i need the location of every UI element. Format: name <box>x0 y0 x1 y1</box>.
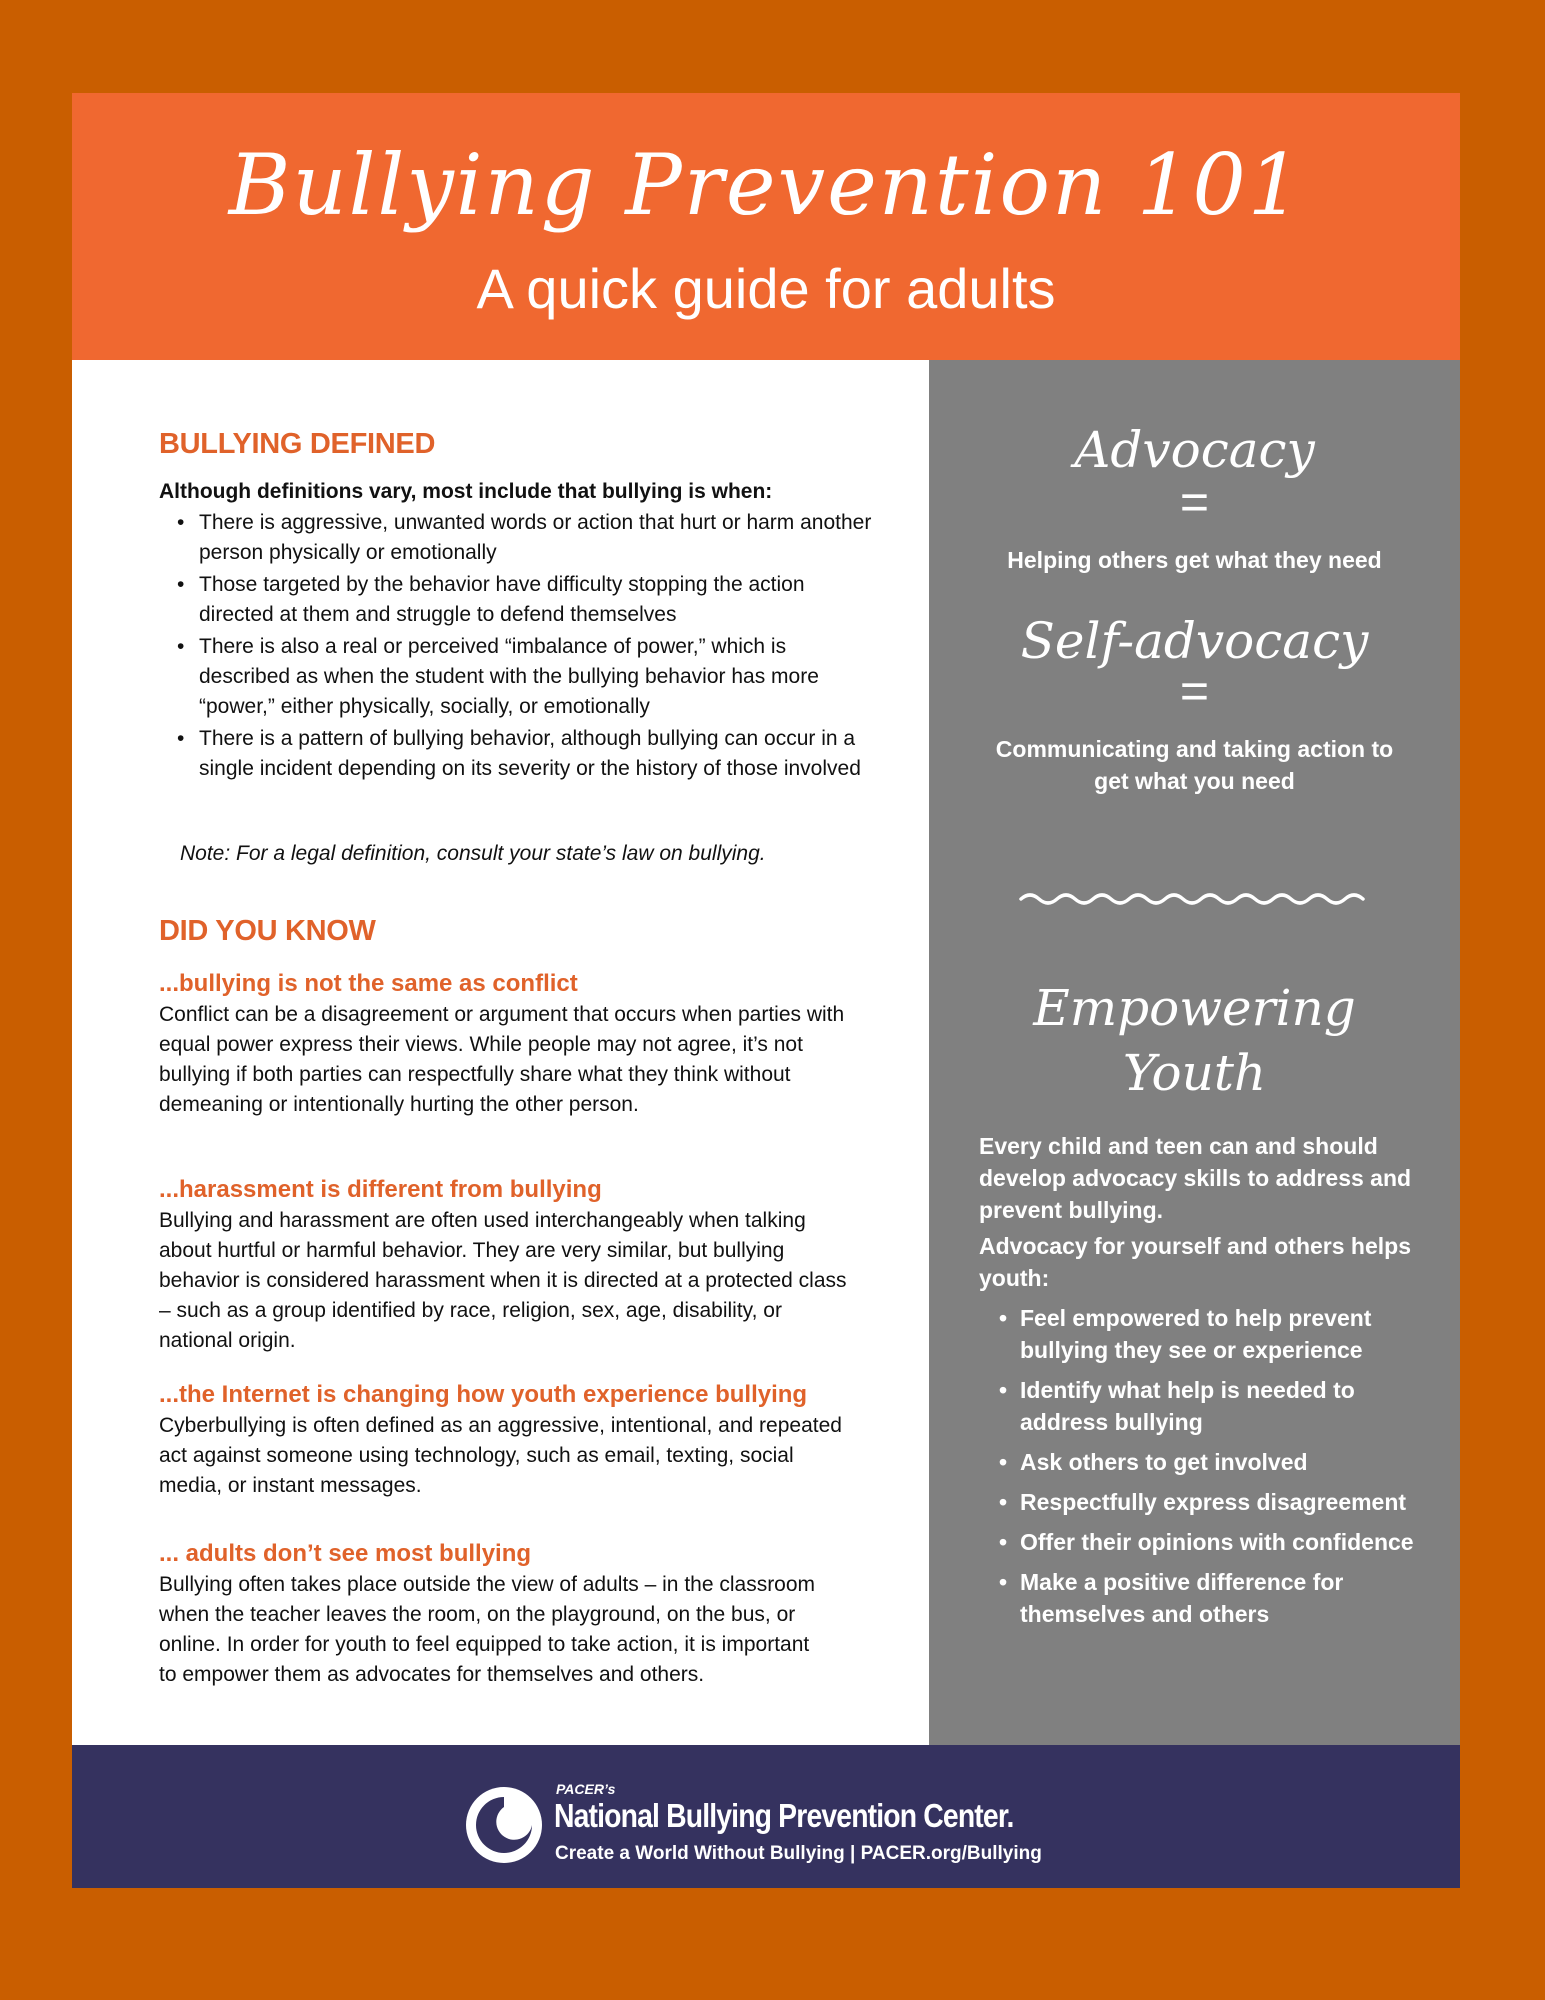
legal-note: Note: For a legal definition, consult your state’s law on bullying. <box>180 842 766 865</box>
helps-youth-list <box>979 1302 1429 1638</box>
list-item: • Respectfully express disagreement <box>979 1486 1429 1518</box>
dyk-heading-conflict: ...bullying is not the same as conflict <box>159 970 578 997</box>
page-title: Bullying Prevention 101 <box>228 136 1304 234</box>
definition-list <box>159 508 879 786</box>
list-item: • There is also a real or perceived “imbalance of power,” which is described as when the student with the bullying behavior has more “power,” either physically, socially, or emotionally <box>159 632 879 722</box>
equals-sign: = <box>1179 474 1210 530</box>
did-you-know-heading: DID YOU KNOW <box>159 915 376 947</box>
flyer-page <box>72 93 1460 1888</box>
list-item: • Those targeted by the behavior have difficulty stopping the action directed at them and struggle to defend themselves <box>159 570 879 630</box>
empower-paragraph: Every child and teen can and should develop advocacy skills to address and prevent bullying. <box>979 1133 1412 1223</box>
bullying-defined-heading: BULLYING DEFINED <box>159 428 436 460</box>
youth-title: Youth <box>1122 1044 1267 1102</box>
dyk-body-conflict: Conflict can be a disagreement or argument that occurs when parties with equal power express their views. While people may not agree, it’s not bullying if both parties can respectfully share what they think without demeaning or intentionally hurting the other person. <box>159 1003 845 1116</box>
empowering-title: Empowering <box>1033 979 1356 1037</box>
logo-name: National Bullying Prevention Center. <box>554 1797 1014 1834</box>
wavy-divider <box>1019 890 1373 908</box>
list-item: • Make a positive difference for themselves and others <box>979 1566 1429 1630</box>
header-banner <box>72 93 1460 360</box>
list-item: • Feel empowered to help prevent bullying they see or experience <box>979 1302 1429 1366</box>
footer-banner <box>72 1745 1460 1888</box>
equals-sign: = <box>1179 663 1210 719</box>
advocacy-helps-paragraph: Advocacy for yourself and others helps youth: <box>979 1233 1412 1291</box>
sidebar-panel <box>929 360 1460 1745</box>
swirl-logo-icon <box>462 1783 546 1867</box>
self-advocacy-title: Self-advocacy <box>1020 612 1369 670</box>
main-column <box>72 360 929 1745</box>
list-item: • Ask others to get involved <box>979 1446 1429 1478</box>
dyk-heading-adults: ... adults don’t see most bullying <box>159 1540 532 1567</box>
list-item: • There is a pattern of bullying behavior, although bullying can occur in a single incident depending on its severity or the history of those involved <box>159 724 879 784</box>
dyk-heading-internet: ...the Internet is changing how youth experience bullying <box>159 1381 808 1408</box>
list-item: • There is aggressive, unwanted words or action that hurt or harm another person physically or emotionally <box>159 508 879 568</box>
page-subtitle: A quick guide for adults <box>476 257 1056 320</box>
list-item: • Identify what help is needed to address bullying <box>979 1374 1429 1438</box>
dyk-body-harassment: Bullying and harassment are often used interchangeably when talking about hurtful or harmful behavior. They are very similar, but bullying behavior is considered harassment when it is directed at a protected class – such as a group identified by race, religion, sex, age, disability, or national origin. <box>159 1209 847 1352</box>
logo-pacer-label: PACER’s <box>556 1781 616 1797</box>
self-advocacy-definition: Communicating and taking action to get what you need <box>995 736 1394 794</box>
dyk-body-internet: Cyberbullying is often defined as an aggressive, intentional, and repeated act against someone using technology, such as email, texting, social media, or instant messages. <box>159 1414 842 1497</box>
list-item: • Offer their opinions with confidence <box>979 1526 1429 1558</box>
advocacy-definition: Helping others get what they need <box>1007 547 1382 573</box>
dyk-body-adults: Bullying often takes place outside the view of adults – in the classroom when the teacher leaves the room, on the playground, on the bus, or online. In order for youth to feel equipped to take action, it is important to empower them as advocates for themselves and others. <box>159 1573 816 1686</box>
footer-tagline[interactable]: Create a World Without Bullying | PACER.org/Bullying <box>555 1843 1042 1864</box>
dyk-heading-harassment: ...harassment is different from bullying <box>159 1176 602 1203</box>
advocacy-title: Advocacy <box>1074 421 1315 479</box>
definition-lead: Although definitions vary, most include that bullying is when: <box>159 480 773 503</box>
